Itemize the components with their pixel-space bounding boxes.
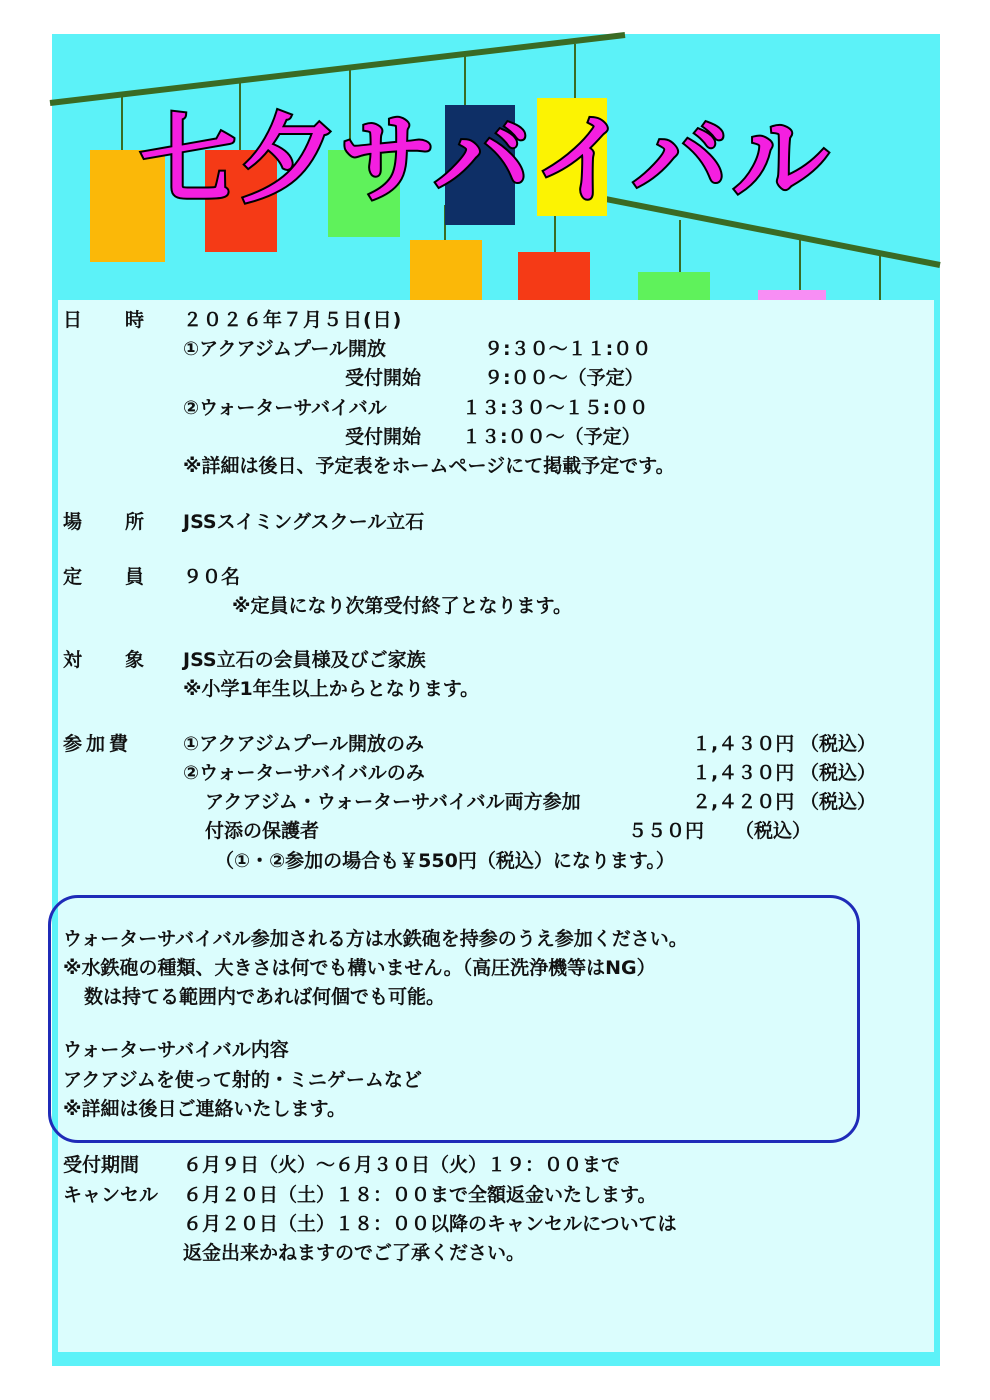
cancel-line-1: ６月２０日（土）１８：００まで全額返金いたします。 [183,1184,657,1206]
capacity-value: ９０名 [183,566,241,588]
notice-line-4: アクアジムを使って射的・ミニゲームなど [63,1069,422,1091]
fee-row-1-name: ①アクアジムプール開放のみ [183,733,425,755]
schedule-item2-reception-label: 受付開始 [345,426,422,448]
fee-label: 参加費 [63,733,133,755]
fee-row-2-tax: （税込） [800,762,877,784]
fee-row-4-name: 付添の保護者 [205,820,320,842]
fee-row-1-tax: （税込） [800,733,877,755]
fee-row-4-price: ５５０円 [628,820,705,842]
target-label-2: 象 [125,649,145,671]
schedule-item2-time: １３:３０～１５:００ [462,397,649,419]
capacity-label-1: 定 [63,566,83,588]
schedule-item1-name: ①アクアジムプール開放 [183,338,387,360]
reception-value: ６月９日（火）～６月３０日（火）１９：００まで [183,1154,621,1176]
schedule-label-2: 時 [125,309,145,331]
notice-line-2: ※水鉄砲の種類、大きさは何でも構いません。（高圧洗浄機等はNG） [63,957,656,979]
cancel-line-3: 返金出来かねますのでご了承ください。 [183,1242,526,1264]
page-title: 七夕サバイバル [140,104,833,216]
cancel-line-2: ６月２０日（土）１８：００以降のキャンセルについては [183,1213,677,1235]
notice-heading: ウォーターサバイバル内容 [63,1039,289,1061]
fee-row-3-name: アクアジム・ウォーターサバイバル両方参加 [205,791,581,813]
fee-row-2-price: １,４３０円 [692,762,795,784]
fee-row-2-name: ②ウォーターサバイバルのみ [183,762,425,784]
fee-row-3-price: ２,４２０円 [692,791,795,813]
schedule-item1-time: ９:３０～１１:００ [484,338,652,360]
schedule-note: ※詳細は後日、予定表をホームページにて掲載予定です。 [183,455,675,477]
fee-row-3-tax: （税込） [800,791,877,813]
schedule-label-1: 日 [63,309,83,331]
fee-note: （①・②参加の場合も￥550円（税込）になります。） [215,850,675,872]
notice-line-3: 数は持てる範囲内であれば何個でも可能。 [84,986,446,1008]
venue-value: JSSスイミングスクール立石 [183,511,425,533]
cancel-label: キャンセル [63,1184,159,1206]
fee-row-4-tax: （税込） [735,820,812,842]
schedule-item2-reception-time: １３:００～（予定） [462,426,641,448]
schedule-item2-name: ②ウォーターサバイバル [183,397,387,419]
venue-label-1: 場 [63,511,83,533]
notice-line-1: ウォーターサバイバル参加される方は水鉄砲を持参のうえ参加ください。 [63,928,688,950]
reception-label: 受付期間 [63,1154,140,1176]
capacity-label-2: 員 [125,566,145,588]
capacity-note: ※定員になり次第受付終了となります。 [232,595,572,617]
schedule-item1-reception-time: ９:００～（予定） [484,367,644,389]
target-note: ※小学1年生以上からとなります。 [183,678,480,700]
venue-label-2: 所 [125,511,145,533]
target-value: JSS立石の会員様及びご家族 [183,649,426,671]
target-label-1: 対 [63,649,83,671]
fee-row-1-price: １,４３０円 [692,733,795,755]
event-date: ２０２６年７月５日(日) [183,309,403,331]
schedule-item1-reception-label: 受付開始 [345,367,422,389]
notice-line-5: ※詳細は後日ご連絡いたします。 [63,1098,346,1120]
